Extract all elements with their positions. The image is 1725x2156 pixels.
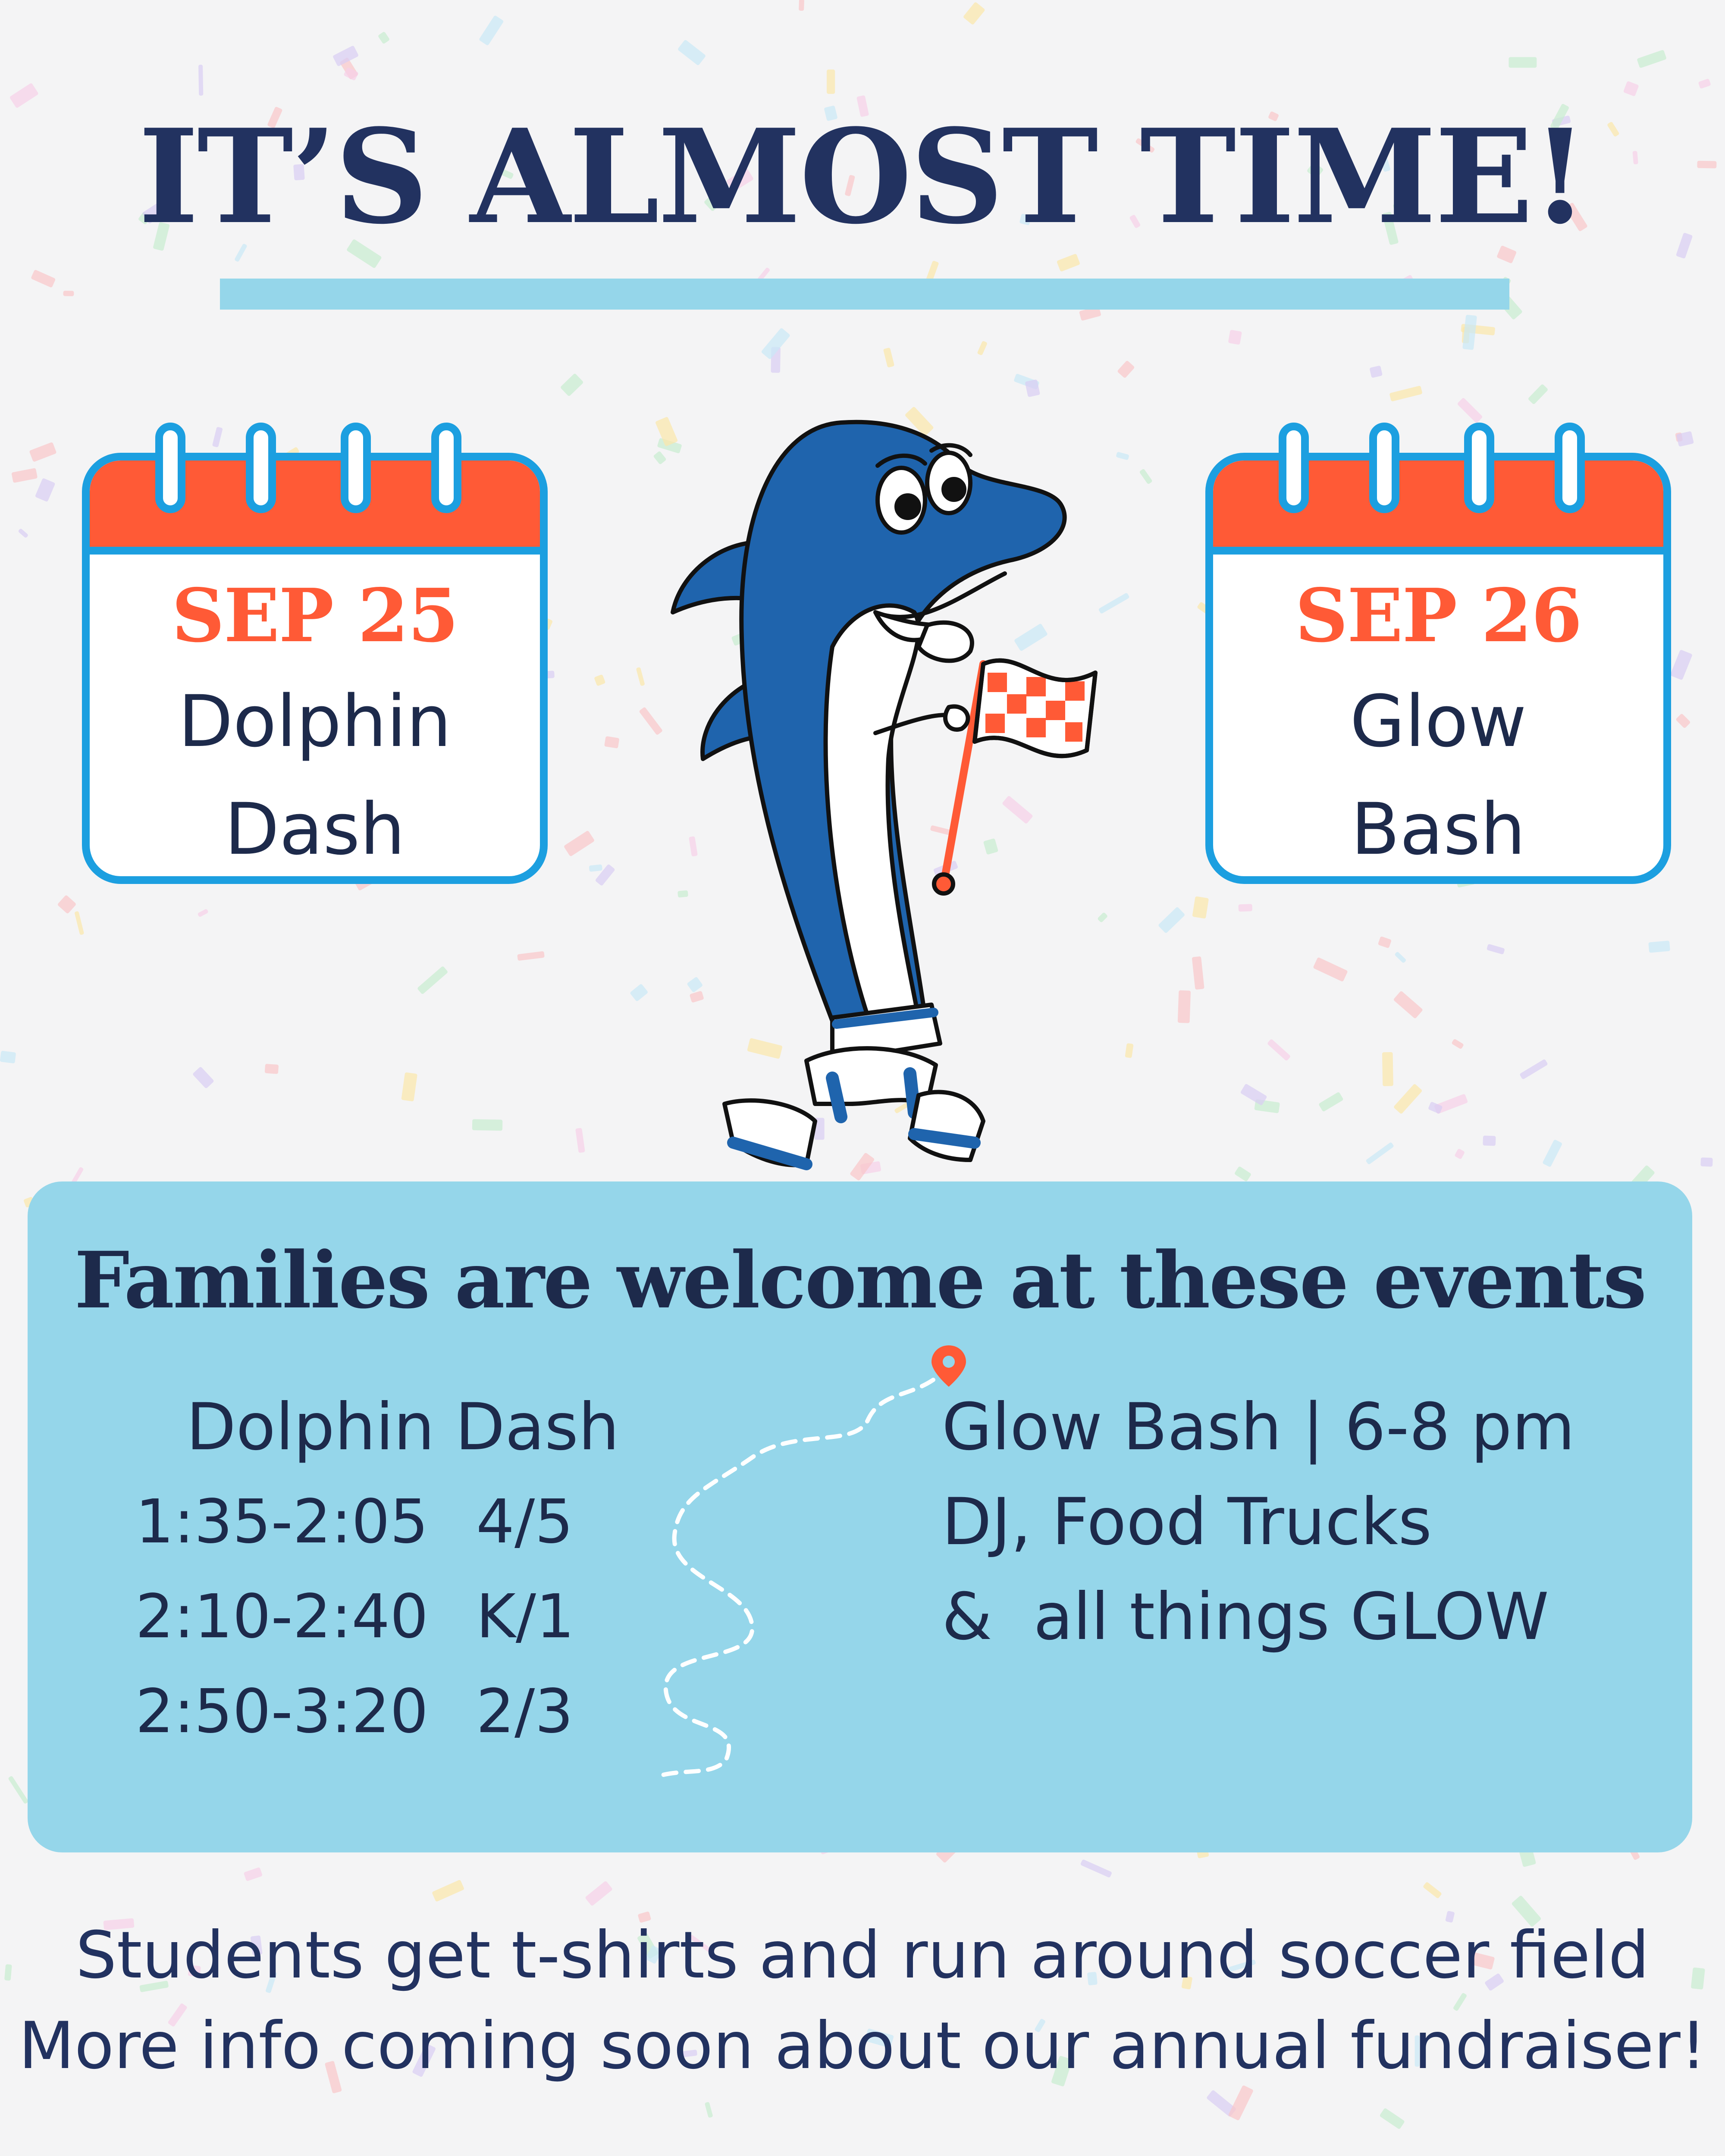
confetti-piece [1267,1039,1291,1061]
slot-time: 1:35-2:05 [135,1487,429,1557]
confetti-piece [1423,1882,1442,1899]
confetti-piece [1389,385,1422,401]
event-name-line2: Bash [1351,788,1526,871]
calendar-icon [1205,453,1671,884]
confetti-piece [1382,1052,1393,1086]
schedule-row [135,1483,573,1561]
event-name-line1: Glow [1350,680,1527,763]
glow-bash-extras: & all things GLOW [942,1579,1549,1655]
footer-note: Students get t-shirts and run around soccer field [75,1918,1650,1993]
confetti-piece [977,341,988,356]
confetti-piece [1670,649,1693,680]
dolphin-mascot [574,371,1199,1181]
confetti-piece [1527,384,1548,405]
calendar-ring [1464,423,1494,513]
confetti-piece [35,478,56,502]
slot-time: 2:10-2:40 [135,1582,429,1652]
calendar-date: SEP 26 [1295,573,1581,659]
confetti-piece [1378,936,1392,949]
confetti-piece [1365,1142,1394,1165]
confetti-piece [192,1066,214,1089]
calendar-ring [155,423,185,513]
confetti-piece [1313,957,1348,982]
confetti-piece [0,1051,16,1064]
confetti-piece [8,1776,29,1805]
calendar-ring [246,423,276,513]
confetti-piece [1394,951,1407,963]
headline-underline [220,279,1509,310]
confetti-piece [1483,1135,1496,1146]
confetti-piece [1393,1084,1423,1115]
confetti-piece [11,468,38,483]
calendar-ring [1555,423,1585,513]
confetti-piece [29,442,56,462]
glow-bash-details: DJ, Food Trucks [942,1485,1432,1560]
slot-grade: 4/5 [476,1487,574,1557]
footer-note: More info coming soon about our annual fundraiser! [19,2009,1706,2084]
confetti-piece [197,909,209,918]
confetti-piece [401,1072,417,1102]
confetti-piece [517,951,545,961]
confetti-piece [705,2102,713,2118]
confetti-piece [31,270,56,288]
confetti-piece [827,69,835,94]
confetti-piece [1228,2085,1254,2121]
dolphin-dash-heading: Dolphin Dash [186,1390,620,1465]
confetti-piece [1240,1084,1267,1106]
confetti-piece [677,39,706,66]
confetti-piece [1509,57,1537,68]
panel-title: Families are welcome at these events [74,1235,1646,1326]
confetti-piece [799,0,804,11]
map-pin-icon [932,1345,966,1387]
schedule-row [135,1673,573,1751]
confetti-piece [265,1064,279,1074]
event-name-line2: Dash [224,788,405,871]
calendar-sep-25 [82,453,548,884]
calendar-ring [1369,423,1399,513]
confetti-piece [57,895,76,914]
checkered-flag-icon [934,661,1095,893]
confetti-piece [1379,2108,1405,2130]
confetti-piece [1462,315,1477,350]
confetti-piece [1623,81,1639,96]
glow-bash-time: Glow Bash | 6-8 pm [942,1390,1575,1465]
confetti-piece [1519,1059,1548,1080]
confetti-piece [1393,990,1423,1019]
confetti-piece [244,1867,263,1881]
confetti-piece [1369,365,1383,378]
confetti-piece [1318,1092,1344,1112]
confetti-piece [963,2,985,25]
confetti-piece [1648,940,1670,953]
confetti-piece [1542,1139,1562,1167]
confetti-piece [18,528,28,539]
calendar-icon [82,453,548,884]
calendar-date: SEP 25 [172,573,458,659]
confetti-piece [1637,50,1667,68]
slot-grade: 2/3 [476,1677,574,1747]
confetti-piece [1234,1166,1252,1182]
schedule-row [135,1578,574,1656]
slot-grade: K/1 [476,1582,575,1652]
confetti-piece [1675,713,1691,729]
calendar-ring [1279,423,1309,513]
confetti-piece [1487,944,1505,955]
confetti-piece [1698,78,1711,89]
event-name-line1: Dolphin [178,680,452,763]
confetti-piece [198,65,203,96]
confetti-piece [63,291,74,296]
confetti-piece [1700,1157,1712,1166]
confetti-piece [378,31,390,44]
confetti-piece [472,1119,503,1131]
confetti-piece [1080,1859,1112,1878]
confetti-piece [883,348,894,368]
confetti-piece [432,1880,464,1902]
confetti-piece [1228,330,1242,345]
dashed-trail [640,1345,985,1785]
confetti-piece [212,426,223,447]
confetti-piece [1454,1148,1465,1159]
calendar-ring [431,423,461,513]
confetti-piece [74,911,84,935]
slot-time: 2:50-3:20 [135,1677,429,1747]
events-info-panel [28,1181,1692,1852]
confetti-piece [1457,398,1483,423]
confetti-piece [417,966,448,995]
confetti-piece [1057,254,1080,272]
confetti-piece [1451,1038,1464,1049]
confetti-piece [1239,904,1252,912]
confetti-piece [585,1880,613,1906]
headline: IT’S ALMOST TIME! [138,100,1587,253]
confetti-piece [479,15,504,46]
calendar-ring [341,423,371,513]
calendar-sep-26 [1205,453,1671,884]
